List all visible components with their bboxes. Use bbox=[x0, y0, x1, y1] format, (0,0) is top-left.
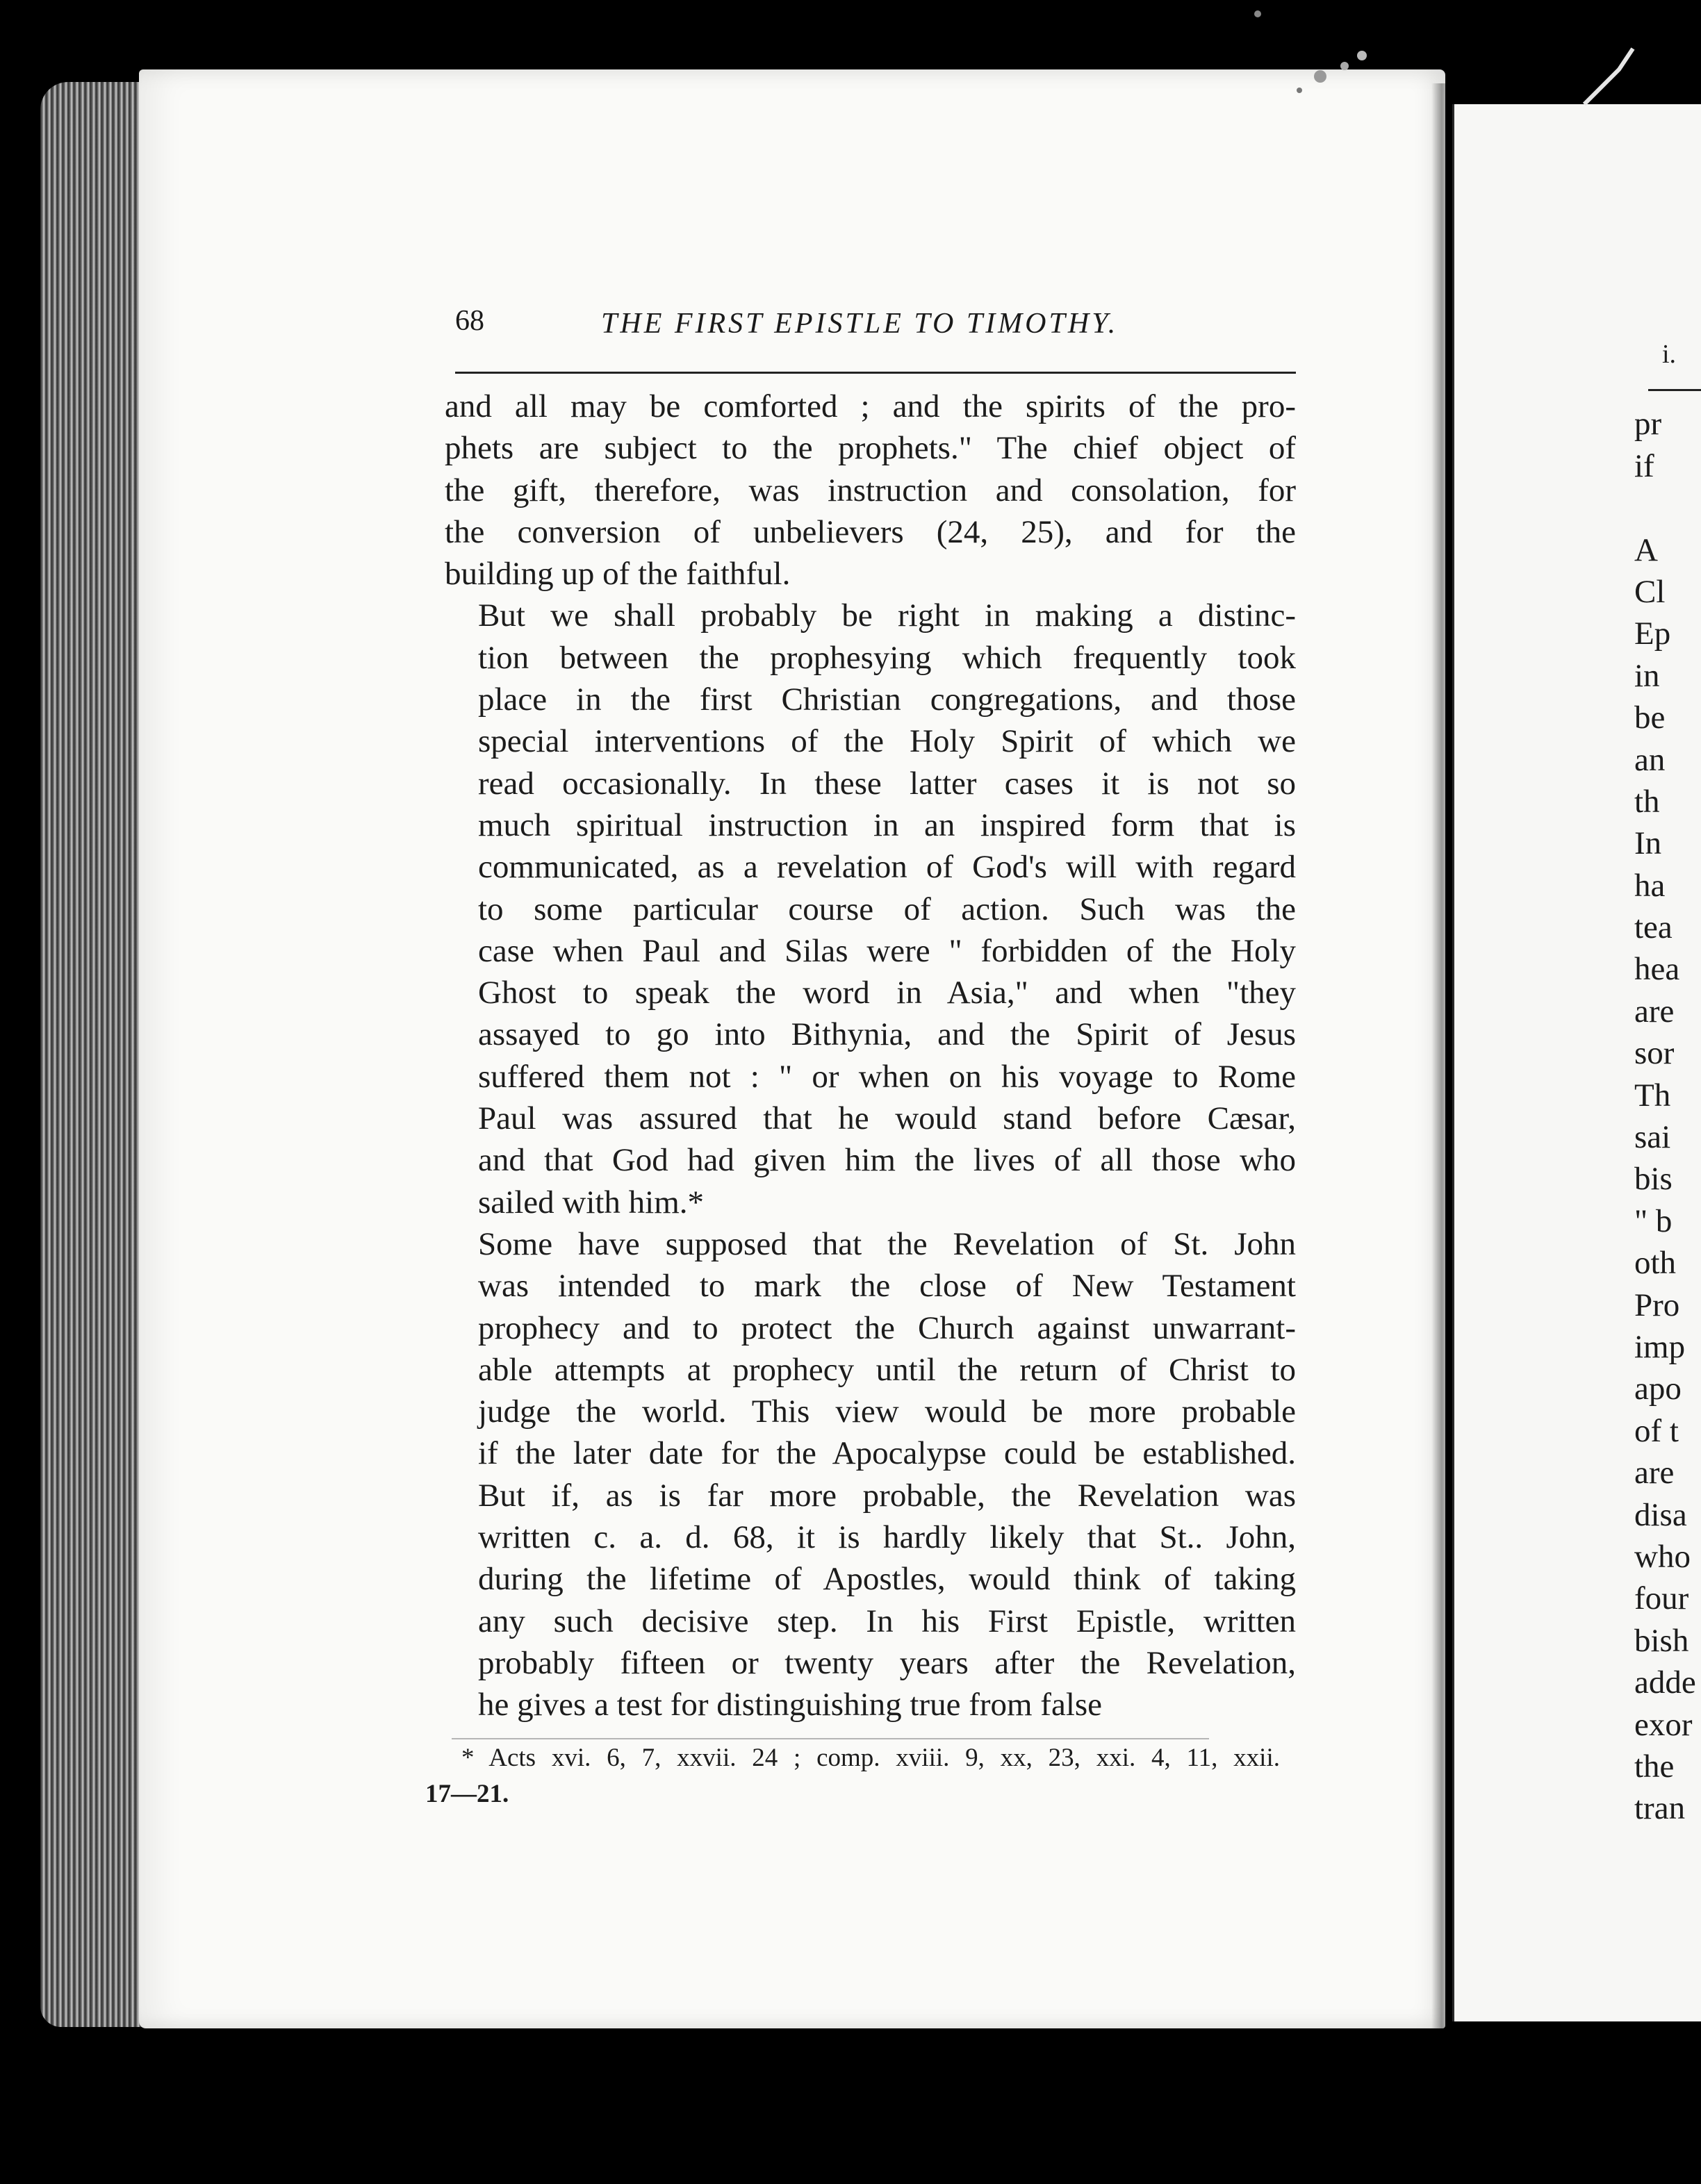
facing-page-line: are bbox=[1634, 1455, 1675, 1491]
footnote-rule bbox=[452, 1738, 1209, 1739]
text-line: building up of the faithful. bbox=[445, 556, 791, 593]
text-line: judge the world. This view would be more probable bbox=[478, 1393, 1296, 1430]
facing-page-line: Th bbox=[1634, 1077, 1671, 1114]
facing-page-line: In bbox=[1634, 825, 1662, 862]
facing-page-line: bis bbox=[1634, 1161, 1673, 1198]
text-line: tion between the prophesying which frequently took bbox=[478, 639, 1296, 676]
text-line: read occasionally. In these latter cases it is not so bbox=[478, 765, 1296, 802]
gutter-shadow bbox=[1431, 83, 1452, 2028]
text-line: Ghost to speak the word in Asia," and when "they bbox=[478, 975, 1296, 1011]
text-line: probably fifteen or twenty years after the Revelation, bbox=[478, 1644, 1296, 1681]
text-line: able attempts at prophecy until the return of Christ to bbox=[478, 1351, 1296, 1388]
text-line: But if, as is far more probable, the Revelation was bbox=[478, 1477, 1296, 1514]
facing-page-line: pr bbox=[1634, 406, 1662, 442]
facing-page-line: Pro bbox=[1634, 1287, 1680, 1323]
text-line: case when Paul and Silas were " forbidden of the Holy bbox=[478, 932, 1296, 969]
facing-page-line: tea bbox=[1634, 909, 1673, 946]
header-rule bbox=[455, 372, 1296, 374]
text-line: he gives a test for distinguishing true from false bbox=[478, 1687, 1103, 1723]
facing-page-line: Cl bbox=[1634, 573, 1666, 610]
text-line: during the lifetime of Apostles, would think of taking bbox=[478, 1561, 1296, 1598]
text-line: and all may be comforted ; and the spirits of the pro- bbox=[445, 388, 1296, 424]
facing-page-line: in bbox=[1634, 657, 1660, 694]
facing-page-line: ha bbox=[1634, 867, 1666, 904]
facing-page-line: adde bbox=[1634, 1664, 1696, 1701]
text-line: much spiritual instruction in an inspired form that is bbox=[478, 806, 1296, 843]
text-line: to some particular course of action. Such was the bbox=[478, 891, 1296, 927]
facing-page-line: bish bbox=[1634, 1622, 1689, 1659]
facing-page-line: if bbox=[1634, 447, 1654, 484]
text-line: and that God had given him the lives of all those who bbox=[478, 1142, 1296, 1179]
facing-page-line: an bbox=[1634, 741, 1666, 778]
facing-page-line: tran bbox=[1634, 1790, 1686, 1827]
facing-page-head: i. bbox=[1662, 340, 1677, 369]
facing-page-text bbox=[1634, 333, 1701, 1830]
facing-page-line: th bbox=[1634, 783, 1660, 820]
text-line: sailed with him.* bbox=[478, 1184, 705, 1221]
text-line: place in the first Christian congregations, and those bbox=[478, 681, 1296, 718]
text-line: Some have supposed that the Revelation of St. John bbox=[478, 1225, 1296, 1262]
facing-page-line: hea bbox=[1634, 951, 1680, 988]
text-line: communicated, as a revelation of God's will with regard bbox=[478, 849, 1296, 886]
footnote-line: 17—21. bbox=[425, 1780, 509, 1808]
facing-page-line: apo bbox=[1634, 1371, 1682, 1407]
facing-page-line: imp bbox=[1634, 1328, 1686, 1365]
text-line: if the later date for the Apocalypse could be established. bbox=[478, 1435, 1296, 1472]
page-number: 68 bbox=[455, 305, 484, 337]
text-line: Paul was assured that he would stand before Cæsar, bbox=[478, 1100, 1296, 1137]
paragraph bbox=[445, 386, 1296, 595]
text-line: But we shall probably be right in making a distinc- bbox=[478, 597, 1296, 634]
facing-page-line: sor bbox=[1634, 1035, 1675, 1072]
text-line: suffered them not : " or when on his voyage to Rome bbox=[478, 1058, 1296, 1095]
text-line: any such decisive step. In his First Epistle, written bbox=[478, 1603, 1296, 1639]
text-line: assayed to go into Bithynia, and the Spirit of Jesus bbox=[478, 1016, 1296, 1053]
text-line: the gift, therefore, was instruction and consolation, for bbox=[445, 472, 1296, 508]
facing-page-line: " b bbox=[1634, 1202, 1673, 1239]
text-line: prophecy and to protect the Church against unwarrant- bbox=[478, 1309, 1296, 1346]
text-line: special interventions of the Holy Spirit of which we bbox=[478, 723, 1296, 760]
facing-page-line: sai bbox=[1634, 1119, 1671, 1156]
page-edges bbox=[40, 82, 145, 2027]
running-head bbox=[455, 299, 1296, 347]
facing-page-line: be bbox=[1634, 700, 1666, 736]
text-line: was intended to mark the close of New Testament bbox=[478, 1268, 1296, 1305]
dust-specks bbox=[1216, 0, 1397, 104]
facing-page-line: A bbox=[1634, 531, 1658, 568]
facing-page-line: who bbox=[1634, 1538, 1691, 1575]
facing-page-line: exor bbox=[1634, 1706, 1693, 1743]
footnote bbox=[425, 1740, 1280, 1812]
scratch-mark bbox=[1577, 42, 1640, 111]
facing-page-line: disa bbox=[1634, 1496, 1687, 1533]
paragraph bbox=[445, 595, 1296, 1223]
text-line: phets are subject to the prophets." The chief object of bbox=[445, 430, 1296, 467]
facing-page-line: the bbox=[1634, 1748, 1675, 1785]
body-text bbox=[445, 386, 1296, 1726]
footnote-paragraph bbox=[425, 1740, 1280, 1812]
facing-page-line bbox=[1634, 487, 1701, 529]
text-line: the conversion of unbelievers (24, 25), and for the bbox=[445, 513, 1296, 550]
text-line: written c. a. d. 68, it is hardly likely that St.. John, bbox=[478, 1519, 1296, 1556]
facing-page-line: of t bbox=[1634, 1412, 1679, 1449]
facing-page-line: are bbox=[1634, 993, 1675, 1029]
footnote-line: * Acts xvi. 6, 7, xxvii. 24 ; comp. xviii. 9, xx, 23, xxi. 4, 11, xxii. bbox=[461, 1744, 1280, 1772]
running-title: THE FIRST EPISTLE TO TIMOTHY. bbox=[601, 308, 1119, 340]
paragraph bbox=[445, 1223, 1296, 1726]
facing-page-line: oth bbox=[1634, 1245, 1677, 1282]
facing-page-line: Ep bbox=[1634, 615, 1671, 652]
facing-page-line: four bbox=[1634, 1580, 1689, 1617]
